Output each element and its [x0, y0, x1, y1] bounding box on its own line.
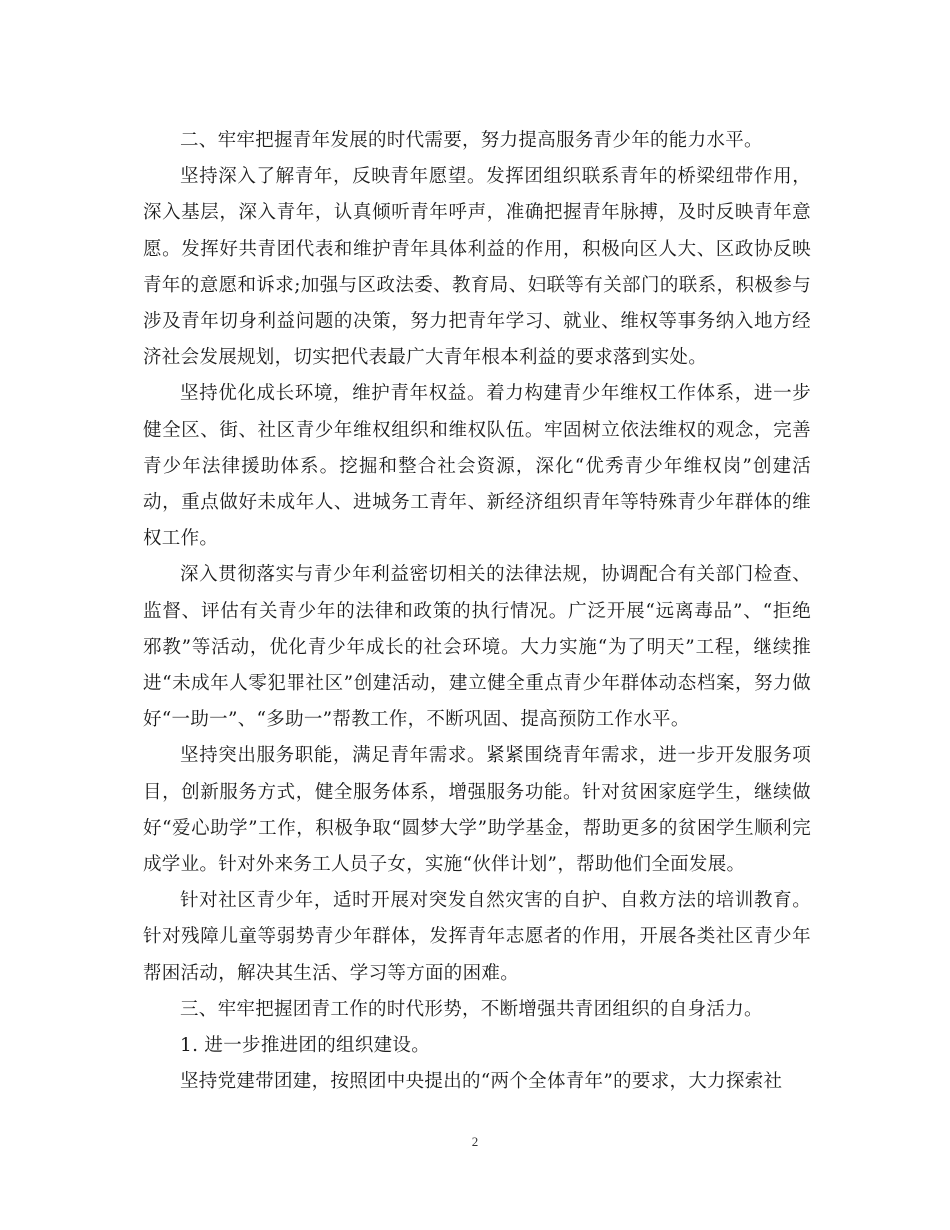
paragraph-understand-youth: 坚持深入了解青年，反映青年愿望。发挥团组织联系青年的桥梁纽带作用，深入基层，深入青年，认真倾听青年呼声，准确把握青年脉搏，及时反映青年意愿。发挥好共青团代表和维护青年具体利益的作用，积极向区人大、区政协反映青年的意愿和诉求;加强与区政法委、教育局、妇联等有关部门的联系，积极参与涉及青年切身利益问题的决策，努力把青年学习、就业、维权等事务纳入地方经济社会发展规划，切实把代表最广大青年根本利益的要求落到实处。 — [143, 166, 811, 369]
section-heading-two: 二、牢牢把握青年发展的时代需要，努力提高服务青少年的能力水平。 — [180, 130, 763, 151]
paragraph-growth-environment: 坚持优化成长环境，维护青年权益。着力构建青少年维权工作体系，进一步健全区、街、社区青少年维权组织和维权队伍。牢固树立依法维权的观念，完善青少年法律援助体系。挖掘和整合社会资源，深化“优秀青少年维权岗”创建活动，重点做好未成年人、进城务工青年、新经济组织青年等特殊青少年群体的维权工作。 — [143, 383, 811, 550]
paragraph-community-youth: 针对社区青少年，适时开展对突发自然灾害的自护、自救方法的培训教育。针对残障儿童等弱势青少年群体，发挥青年志愿者的作用，开展各类社区青少年帮困活动，解决其生活、学习等方面的困难。 — [143, 890, 811, 984]
subheading-organization-building: 1. 进一步推进团的组织建设。 — [180, 1035, 431, 1057]
paragraph-service-functions: 坚持突出服务职能，满足青年需求。紧紧围绕青年需求，进一步开发服务项目，创新服务方式，健全服务体系，增强服务功能。针对贫困家庭学生，继续做好“爱心助学”工作，积极争取“圆梦大学”助学基金，帮助更多的贫困学生顺利完成学业。针对外来务工人员子女，实施“伙伴计划”，帮助他们全面发展。 — [143, 745, 811, 876]
page-number: 2 — [471, 1134, 479, 1149]
document-body — [143, 123, 811, 1100]
paragraph-party-building: 坚持党建带团建，按照团中央提出的“两个全体青年”的要求，大力探索社 — [180, 1071, 783, 1093]
section-heading-three: 三、牢牢把握团青工作的时代形势，不断增强共青团组织的自身活力。 — [180, 998, 763, 1020]
paragraph-laws-regulations: 深入贯彻落实与青少年利益密切相关的法律法规，协调配合有关部门检查、监督、评估有关青少年的法律和政策的执行情况。广泛开展“远离毒品”、“拒绝邪教”等活动，优化青少年成长的社会环境。大力实施“为了明天”工程，继续推进“未成年人零犯罪社区”创建活动，建立健全重点青少年群体动态档案，努力做好“一助一”、“多助一”帮教工作，不断巩固、提高预防工作水平。 — [143, 564, 811, 731]
